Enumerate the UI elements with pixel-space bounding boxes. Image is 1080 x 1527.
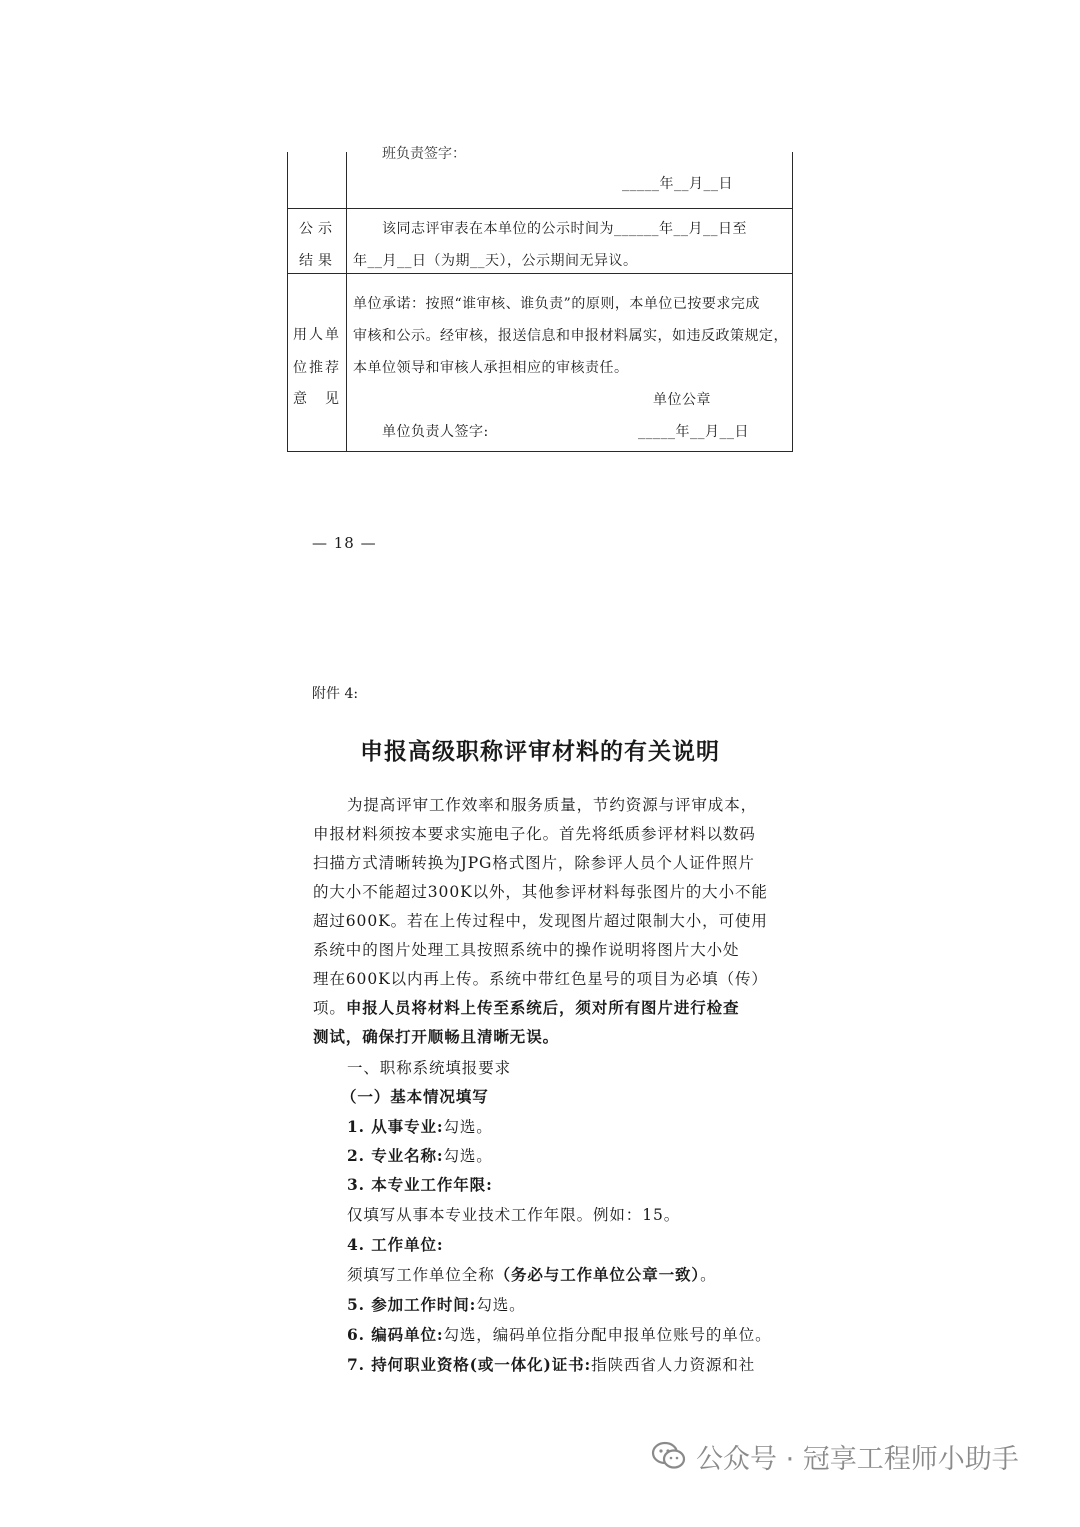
- list-item: [347, 1115, 493, 1137]
- table-column-divider: [346, 152, 347, 452]
- table-border-left: [287, 152, 288, 452]
- item-text: 指陕西省人力资源和社: [591, 1356, 756, 1374]
- item-text-end: 。: [700, 1266, 717, 1284]
- intro-bold-text: 申报人员将材料上传至系统后，须对所有图片进行检查: [345, 998, 740, 1017]
- item-text: 须填写工作单位全称: [347, 1266, 495, 1284]
- intro-line: 为提高评审工作效率和服务质量，节约资源与评审成本，: [347, 796, 758, 814]
- list-item: [347, 1144, 493, 1166]
- sign-date: _____年__月__日: [638, 424, 749, 440]
- item-label: 2. 专业名称:: [347, 1146, 444, 1165]
- section-heading: 一、职称系统填报要求: [347, 1059, 512, 1077]
- intro-bold-line: 测试，确保打开顺畅且清晰无误。: [313, 1027, 560, 1046]
- row2-text: 年__月__日（为期__天），公示期间无异议。: [353, 253, 638, 269]
- item-label: 7. 持何职业资格(或一体化)证书:: [347, 1355, 592, 1374]
- item-label: 1. 从事专业:: [347, 1117, 444, 1136]
- cut-off-signature-text: 班负责签字：: [382, 146, 466, 162]
- row3-label: 用人单: [293, 327, 341, 343]
- row3-label: 位推荐: [293, 360, 341, 376]
- list-item: [347, 1323, 772, 1345]
- unit-seal-label: 单位公章: [653, 392, 711, 408]
- table-border-bottom: [287, 451, 793, 452]
- item-label: 4. 工作单位:: [347, 1235, 444, 1254]
- row1-date: _____年__月__日: [622, 176, 733, 192]
- subsection-heading: （一）基本情况填写: [341, 1087, 489, 1106]
- recommendation-table: [287, 146, 793, 452]
- signer-label: 单位负责人签字:: [382, 424, 489, 440]
- row3-text: 本单位领导和审核人承担相应的审核责任。: [353, 360, 629, 376]
- item-text: 勾选。: [443, 1147, 493, 1165]
- table-row-divider: [287, 273, 793, 274]
- row2-label: 结果: [299, 253, 337, 269]
- row3-text: 单位承诺：按照“谁审核、谁负责”的原则，本单位已按要求完成: [353, 296, 760, 312]
- row2-text: 该同志评审表在本单位的公示时间为______年__月__日至: [382, 221, 747, 237]
- list-item: [347, 1293, 526, 1315]
- list-item: [347, 1173, 493, 1195]
- item-label: 3. 本专业工作年限:: [347, 1175, 493, 1194]
- document-title: 申报高级职称评审材料的有关说明: [360, 738, 720, 765]
- intro-line: 申报材料须按本要求实施电子化。首先将纸质参评材料以数码: [313, 825, 756, 843]
- intro-line: 扫描方式清晰转换为JPG格式图片，除参评人员个人证件照片: [313, 854, 755, 872]
- page-number: — 18 —: [312, 534, 377, 552]
- wechat-icon: [652, 1441, 686, 1471]
- wechat-watermark: [652, 1434, 1019, 1478]
- list-item: [347, 1233, 444, 1255]
- item-label: 6. 编码单位:: [347, 1325, 444, 1344]
- intro-line: 超过600K。若在上传过程中，发现图片超过限制大小，可使用: [313, 912, 768, 930]
- list-item: [347, 1353, 755, 1375]
- item-text: 勾选。: [476, 1296, 526, 1314]
- list-item: [347, 1263, 716, 1285]
- row2-label: 公示: [299, 221, 337, 237]
- item-text: 勾选。: [443, 1118, 493, 1136]
- intro-line: 系统中的图片处理工具按照系统中的操作说明将图片大小处: [313, 941, 740, 959]
- intro-line-mixed: [313, 996, 739, 1018]
- intro-line-text: 项。: [313, 999, 346, 1017]
- item-bold-text: （务必与工作单位公章一致）: [494, 1265, 701, 1284]
- item-text: 仅填写从事本专业技术工作年限。例如：15。: [347, 1206, 681, 1224]
- table-border-right: [792, 152, 793, 452]
- watermark-text: 公众号 · 冠享工程师小助手: [696, 1443, 1019, 1475]
- list-item: [347, 1203, 680, 1225]
- table-row-divider: [287, 208, 793, 209]
- row3-label: 意见: [293, 391, 357, 407]
- intro-line: 的大小不能超过300K以外，其他参评材料每张图片的大小不能: [313, 883, 768, 901]
- row3-text: 审核和公示。经审核，报送信息和申报材料属实，如违反政策规定，: [353, 328, 788, 344]
- item-label: 5. 参加工作时间:: [347, 1295, 477, 1314]
- intro-line: 理在600K以内再上传。系统中带红色星号的项目为必填（传）: [313, 970, 768, 988]
- attachment-label: 附件 4:: [312, 686, 359, 702]
- item-text: 勾选，编码单位指分配申报单位账号的单位。: [443, 1326, 772, 1344]
